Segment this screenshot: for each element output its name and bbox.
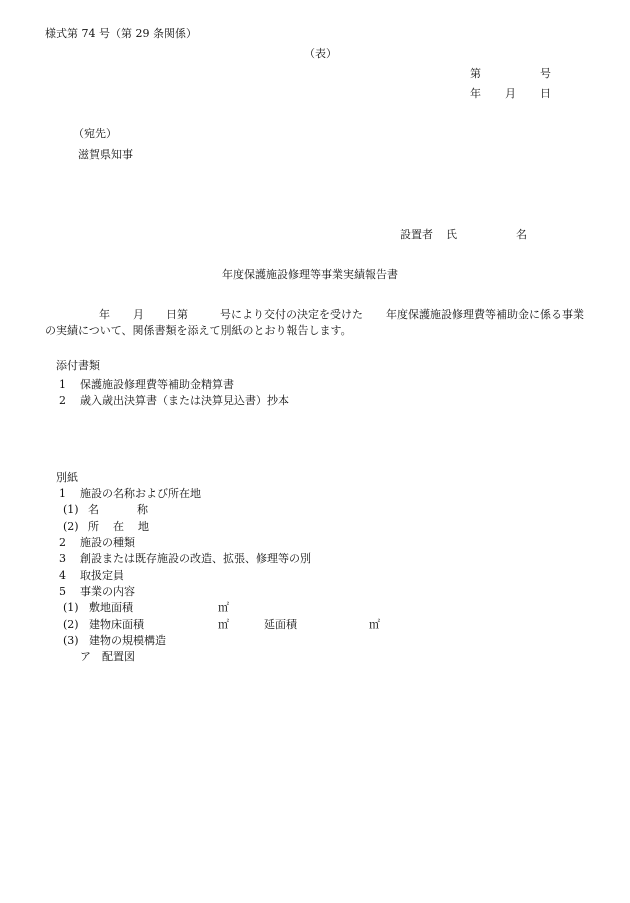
building-structure-label: 建物の規模構造 <box>89 634 166 647</box>
appendix-item-num-4: 4 <box>59 569 66 582</box>
face-label: （表） <box>304 47 337 60</box>
body-day-number: 日第 <box>166 308 188 321</box>
sub-location-char-2: 在 <box>113 520 124 533</box>
site-area-unit: ㎡ <box>218 601 229 614</box>
appendix-item-num-2: 2 <box>59 536 66 549</box>
layout-plan-label: ア 配置図 <box>80 650 135 663</box>
appendix-heading: 別紙 <box>56 471 78 484</box>
sub-location-char-3: 地 <box>138 520 149 533</box>
addressee-label: （宛先） <box>73 127 117 140</box>
sub-name-char-1: 名 <box>88 503 99 516</box>
appendix-item-num-5: 5 <box>59 585 66 598</box>
body-month: 月 <box>133 308 144 321</box>
founder-label: 設置者 <box>400 228 433 241</box>
site-area-label: 敷地面積 <box>89 601 133 614</box>
date-day: 日 <box>540 87 551 100</box>
form-number: 様式第 74 号（第 29 条関係） <box>45 27 197 40</box>
date-month: 月 <box>505 87 516 100</box>
appendix-item-text-2: 施設の種類 <box>80 536 135 549</box>
doc-number-suffix: 号 <box>540 67 551 80</box>
content-num-2: (2) <box>63 618 79 631</box>
appendix-item-num-1: 1 <box>59 487 66 500</box>
document-title: 年度保護施設修理等事業実績報告書 <box>222 268 398 281</box>
sub-location-char-1: 所 <box>88 520 99 533</box>
date-year: 年 <box>470 87 481 100</box>
sub-name-char-2: 称 <box>137 503 148 516</box>
appendix-item-text-4: 取扱定員 <box>80 569 124 582</box>
doc-number-prefix: 第 <box>470 67 481 80</box>
appendix-item-text-1: 施設の名称および所在地 <box>80 487 201 500</box>
body-decision-text: 号により交付の決定を受けた <box>220 308 363 321</box>
attachment-text-1: 保護施設修理費等補助金精算書 <box>80 378 234 391</box>
body-line-2: の実績について、関係書類を添えて別紙のとおり報告します。 <box>45 324 352 337</box>
floor-area-unit: ㎡ <box>218 618 229 631</box>
appendix-item-num-3: 3 <box>59 552 66 565</box>
founder-name-mei: 名 <box>516 228 527 241</box>
addressee: 滋賀県知事 <box>78 148 133 161</box>
content-num-3: (3) <box>63 634 79 647</box>
floor-area-label: 建物床面積 <box>89 618 144 631</box>
attachment-text-2: 歳入歳出決算書（または決算見込書）抄本 <box>80 394 289 407</box>
founder-name-shi: 氏 <box>446 228 457 241</box>
content-num-1: (1) <box>63 601 79 614</box>
body-subsidy-text: 年度保護施設修理費等補助金に係る事業 <box>386 308 584 321</box>
attachments-heading: 添付書類 <box>56 359 100 372</box>
total-area-unit: ㎡ <box>369 618 380 631</box>
appendix-item-text-5: 事業の内容 <box>80 585 135 598</box>
attachment-num-1: 1 <box>59 378 66 391</box>
total-area-label: 延面積 <box>264 618 297 631</box>
body-year: 年 <box>99 308 110 321</box>
attachment-num-2: 2 <box>59 394 66 407</box>
sub-num-1: (1) <box>63 503 79 516</box>
appendix-item-text-3: 創設または既存施設の改造、拡張、修理等の別 <box>80 552 311 565</box>
sub-num-2: (2) <box>63 520 79 533</box>
